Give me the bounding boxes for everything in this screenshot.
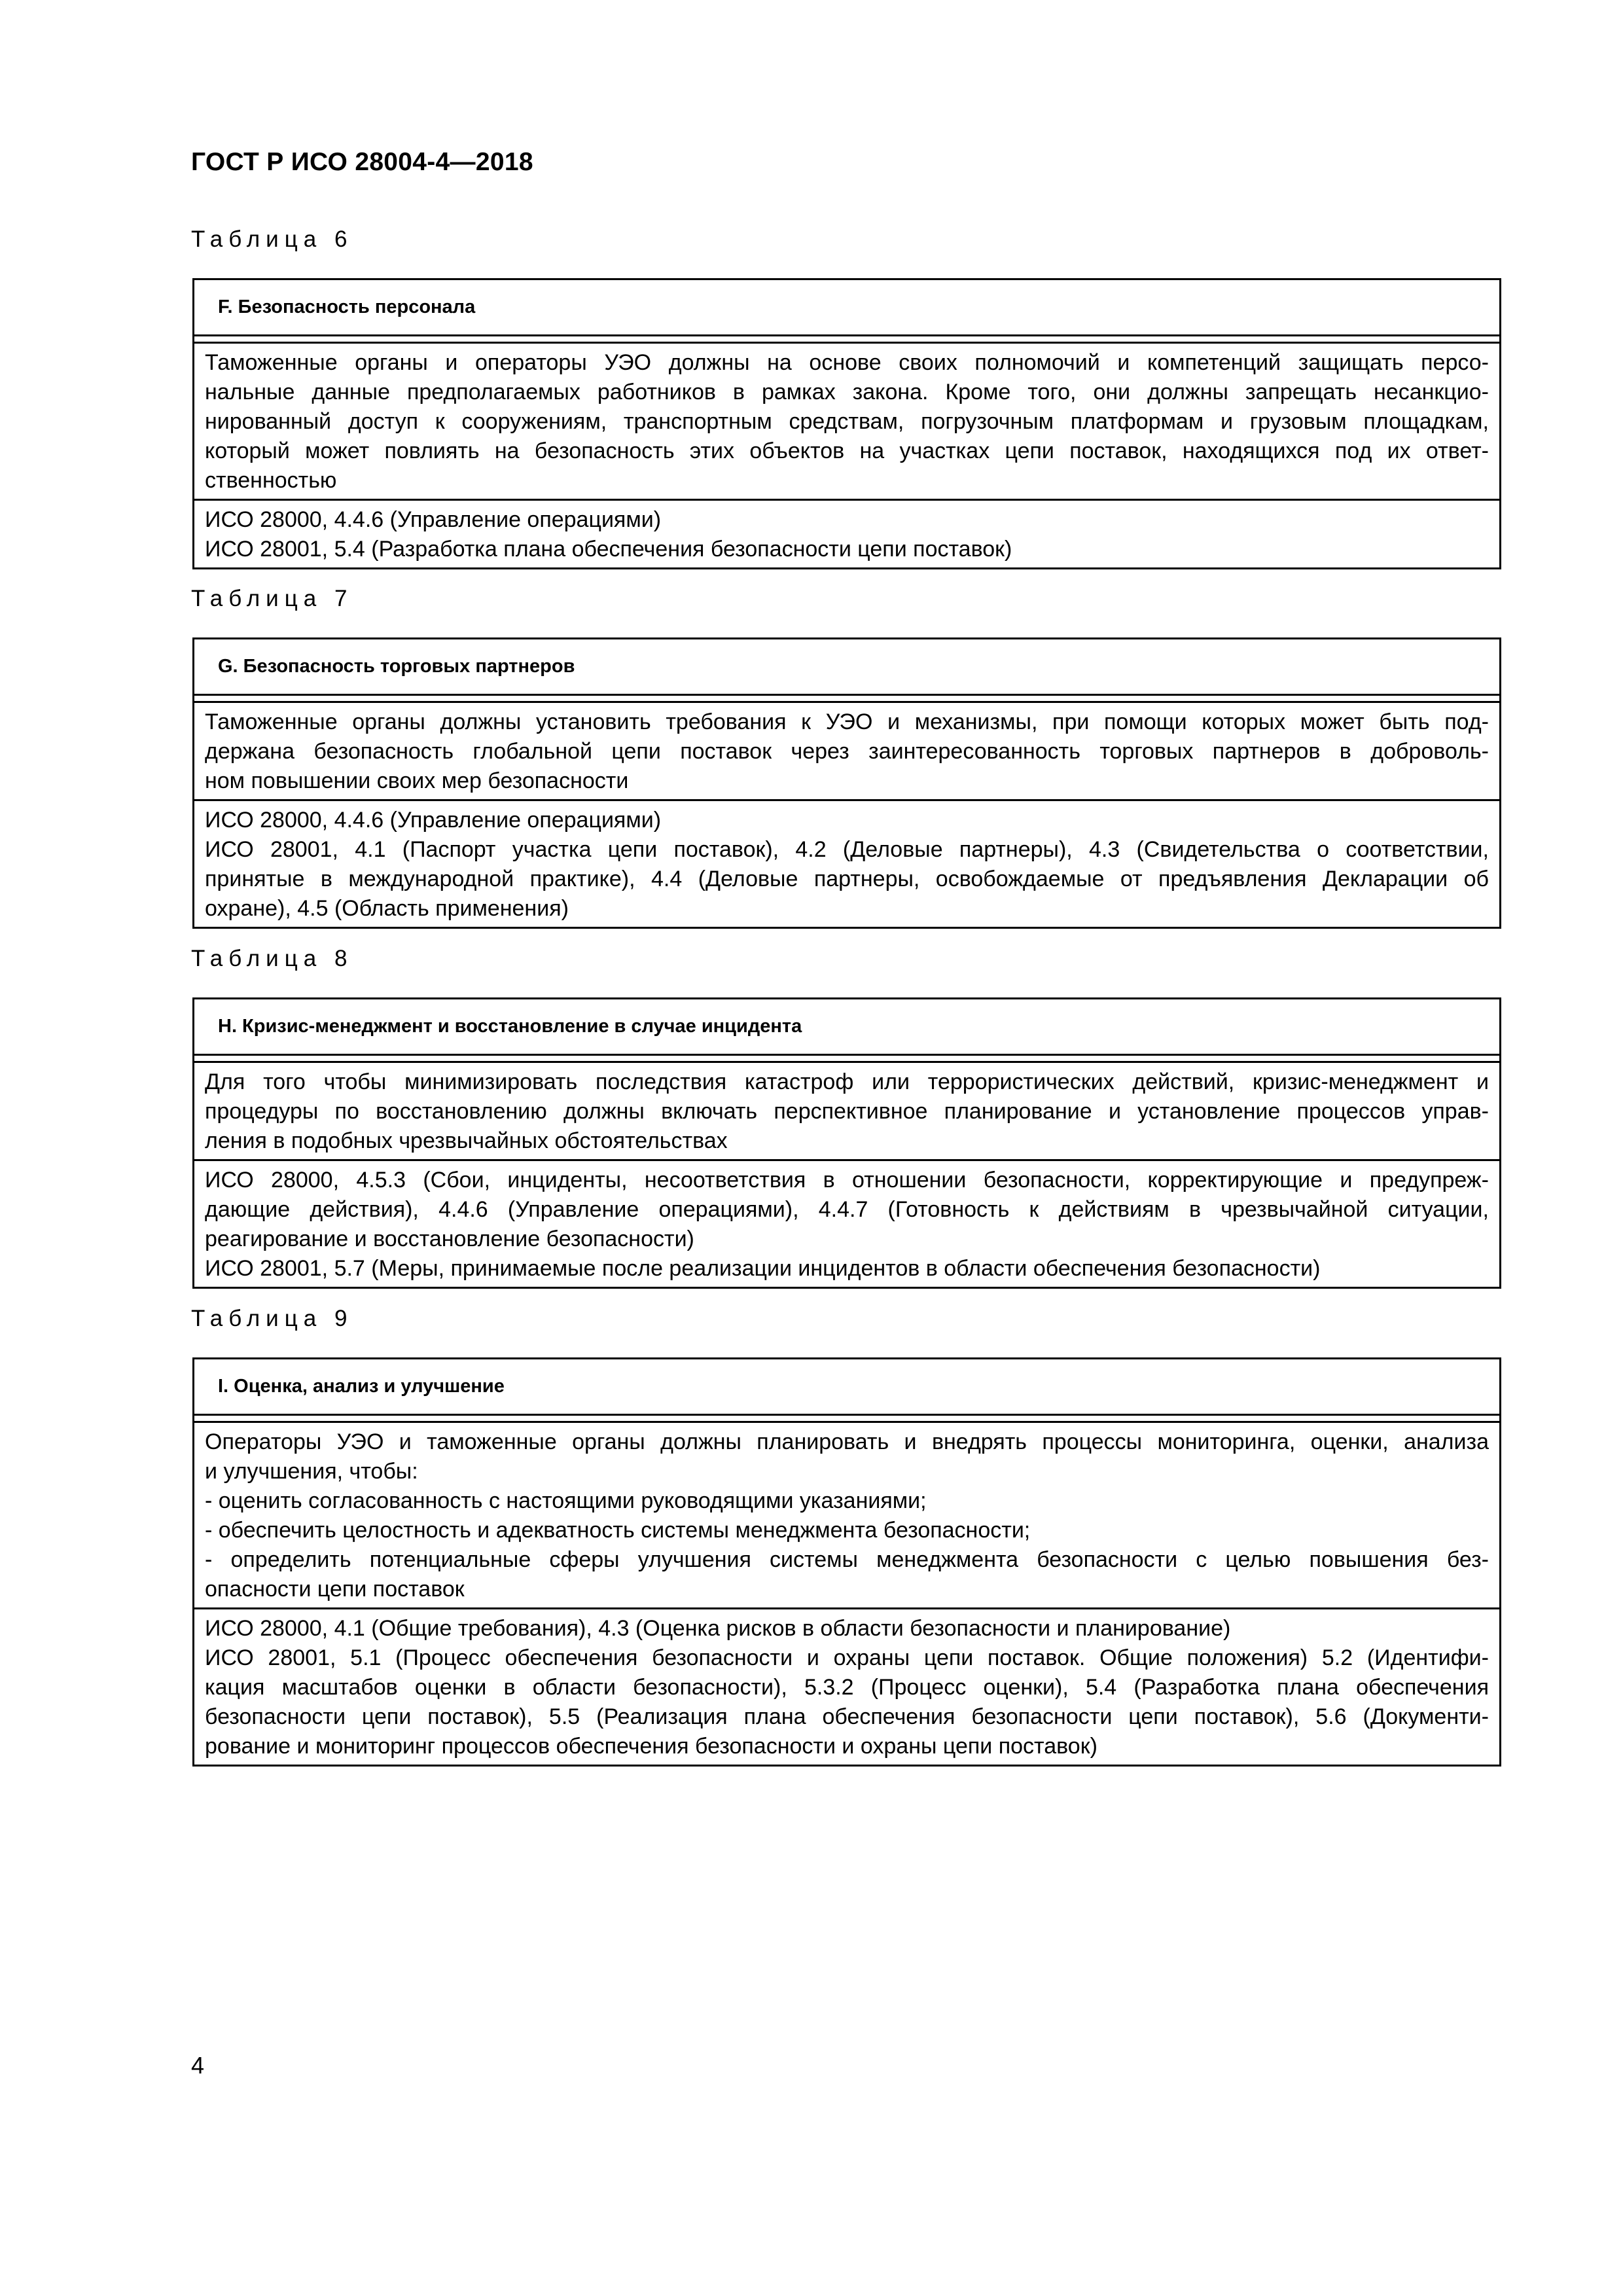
text-line: Операторы УЭО и таможенные органы должны планировать и внедрять процессы мониторинга, оценки, анализа: [205, 1429, 1489, 1454]
table-caption: Таблица 8: [191, 946, 353, 971]
reference-line: рование и мониторинг процессов обеспечения безопасности и охраны цепи поставок): [205, 1734, 1097, 1759]
table-caption: Таблица 7: [191, 586, 353, 611]
table-6: [192, 278, 1501, 569]
text-line: и улучшения, чтобы:: [205, 1459, 418, 1484]
page-number: 4: [191, 2052, 205, 2079]
text-line: Для того чтобы минимизировать последствия катастроф или террористических действий, кризис-менеджмент и: [205, 1069, 1489, 1094]
table-caption: Таблица 9: [191, 1306, 353, 1331]
table-description: [194, 1423, 1499, 1607]
table-divider: [194, 1056, 1499, 1063]
reference-line: ИСО 28001, 5.1 (Процесс обеспечения безопасности и охраны цепи поставок. Общие положения) 5.2 (Идентифи-: [205, 1645, 1489, 1670]
text-line: нированный доступ к сооружениям, транспортным средствам, погрузочным платформам и грузовым площадкам,: [205, 409, 1489, 434]
text-line: ном повышении своих мер безопасности: [205, 768, 629, 793]
table-description: [194, 344, 1499, 499]
text-line: держана безопасность глобальной цепи поставок через заинтересованность торговых партнеров в доброволь-: [205, 739, 1489, 764]
reference-line: ИСО 28001, 4.1 (Паспорт участка цепи поставок), 4.2 (Деловые партнеры), 4.3 (Свидетельства о соответствии,: [205, 837, 1489, 862]
table-title: F. Безопасность персонала: [194, 280, 1499, 336]
table-description: [194, 703, 1499, 799]
text-line: Таможенные органы и операторы УЭО должны на основе своих полномочий и компетенций защищать персо-: [205, 350, 1489, 375]
reference-line: ИСО 28001, 5.7 (Меры, принимаемые после реализации инцидентов в области обеспечения безопасности): [205, 1256, 1321, 1281]
reference-line: принятые в международной практике), 4.4 (Деловые партнеры, освобождаемые от предъявления Декларации об: [205, 867, 1489, 891]
text-line: - определить потенциальные сферы улучшения системы менеджмента безопасности с целью повышения без-: [205, 1547, 1489, 1572]
table-divider: [194, 1416, 1499, 1423]
text-line: ления в подобных чрезвычайных обстоятельствах: [205, 1128, 728, 1153]
text-line: процедуры по восстановлению должны включать перспективное планирование и установление процессов управ-: [205, 1099, 1489, 1124]
reference-line: охране), 4.5 (Область применения): [205, 896, 569, 921]
text-line: - обеспечить целостность и адекватность системы менеджмента безопасности;: [205, 1518, 1031, 1543]
table-description: [194, 1063, 1499, 1159]
text-line: - оценить согласованность с настоящими руководящими указаниями;: [205, 1488, 927, 1513]
table-title: Н. Кризис-менеджмент и восстановление в случае инцидента: [194, 999, 1499, 1056]
table-9: [192, 1357, 1501, 1767]
reference-line: ИСО 28000, 4.4.6 (Управление операциями): [205, 808, 662, 833]
table-divider: [194, 336, 1499, 344]
table-title: G. Безопасность торговых партнеров: [194, 639, 1499, 696]
table-references: [194, 499, 1499, 567]
table-8: [192, 997, 1501, 1289]
reference-line: безопасности цепи поставок), 5.5 (Реализация плана обеспечения безопасности цепи поставок), 5.6 (Документи-: [205, 1704, 1489, 1729]
text-line: ственностью: [205, 468, 337, 493]
table-caption: Таблица 6: [191, 226, 353, 252]
table-references: [194, 1607, 1499, 1765]
table-references: [194, 799, 1499, 927]
text-line: нальные данные предполагаемых работников в рамках закона. Кроме того, они должны запрещать несанкцио-: [205, 380, 1489, 404]
text-line: Таможенные органы должны установить требования к УЭО и механизмы, при помощи которых может быть под-: [205, 709, 1489, 734]
document-header: ГОСТ Р ИСО 28004-4—2018: [191, 148, 533, 176]
table-7: [192, 637, 1501, 929]
text-line: опасности цепи поставок: [205, 1577, 465, 1602]
reference-line: ИСО 28001, 5.4 (Разработка плана обеспечения безопасности цепи поставок): [205, 537, 1012, 562]
table-title: I. Оценка, анализ и улучшение: [194, 1359, 1499, 1416]
reference-line: дающие действия), 4.4.6 (Управление операциями), 4.4.7 (Готовность к действиям в чрезвычайной ситуации,: [205, 1197, 1489, 1222]
table-references: [194, 1159, 1499, 1287]
text-line: который может повлиять на безопасность этих объектов на участках цепи поставок, находящихся под их ответ-: [205, 439, 1489, 463]
reference-line: кация масштабов оценки в области безопасности), 5.3.2 (Процесс оценки), 5.4 (Разработка плана обеспечения: [205, 1675, 1489, 1700]
table-divider: [194, 696, 1499, 703]
reference-line: ИСО 28000, 4.5.3 (Сбои, инциденты, несоответствия в отношении безопасности, корректирующие и предупреж-: [205, 1168, 1489, 1193]
reference-line: ИСО 28000, 4.4.6 (Управление операциями): [205, 507, 662, 532]
reference-line: ИСО 28000, 4.1 (Общие требования), 4.3 (Оценка рисков в области безопасности и планирование): [205, 1616, 1231, 1641]
reference-line: реагирование и восстановление безопасности): [205, 1227, 694, 1251]
